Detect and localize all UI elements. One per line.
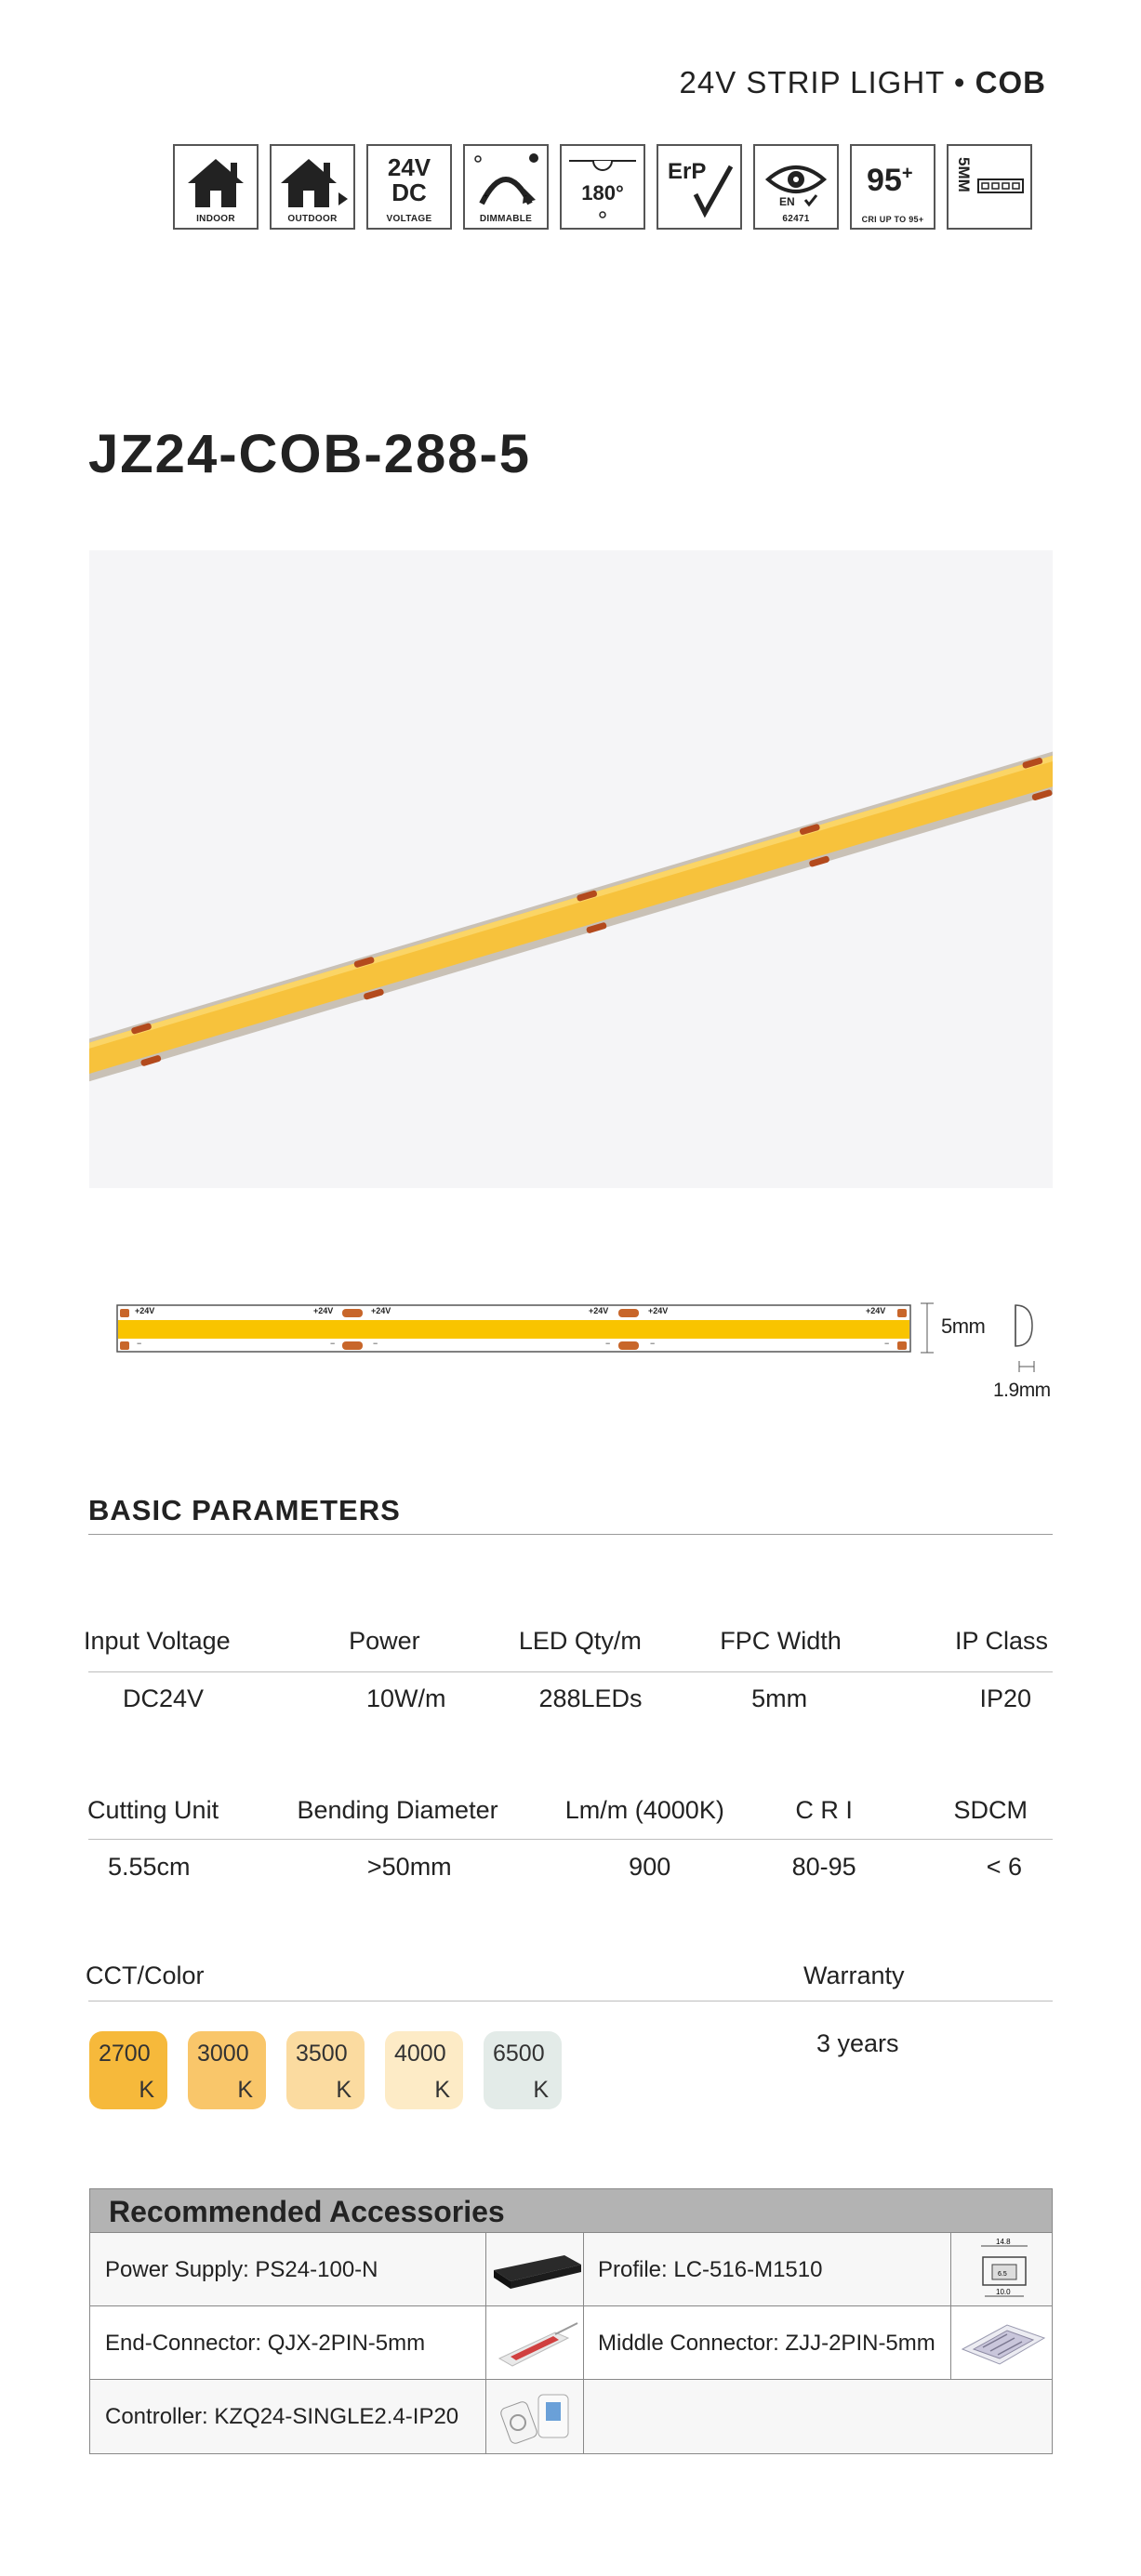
section-divider [88,1534,1053,1535]
accessories-table [89,2188,1053,2454]
param-value: < 6 [986,1853,1022,1881]
product-model-title: JZ24-COB-288-5 [88,424,532,484]
strip-label-minus: − [884,1339,890,1348]
profile-dim-top: 14.8 [996,2238,1011,2246]
params-row1-divider [88,1671,1053,1672]
feature-icon-row [173,144,1032,230]
strip-label-minus: − [605,1339,611,1348]
warranty-label: Warranty [803,1962,905,1989]
accessory-end-connector[interactable]: End-Connector: QJX-2PIN-5mm [105,2331,426,2356]
params-row1-values [84,1684,1055,1713]
warranty-value: 3 years [816,2029,899,2057]
cct-label: CCT/Color [86,1962,205,1989]
cct-swatch-list [89,2031,562,2109]
param-value: 288LEDs [538,1684,643,1712]
param-value: 5.55cm [108,1853,191,1881]
svg-text:-: - [524,192,527,200]
dimmable-icon: + - DIMMABLE [463,144,549,230]
strip-label-plus: +24V [866,1306,886,1315]
param-header: Power [349,1627,420,1655]
param-value: IP20 [979,1684,1032,1712]
strip-label-minus: − [330,1339,336,1348]
cct-swatch-3000[interactable]: 3000 K [188,2031,266,2109]
params-row2-divider [88,1839,1053,1840]
profile-dim-bottom: 10.0 [996,2288,1011,2296]
cct-swatch-2700[interactable]: 2700 K [89,2031,167,2109]
accessory-middle-connector[interactable]: Middle Connector: ZJJ-2PIN-5mm [598,2331,935,2356]
param-value: 5mm [751,1684,808,1712]
strip-label-plus: +24V [589,1306,609,1315]
thickness-dimension-label: 1.9mm [993,1380,1051,1401]
param-header: FPC Width [720,1627,842,1655]
middle-connector-image [955,2312,1052,2375]
accessories-heading: Recommended Accessories [90,2189,1052,2232]
strip-label-plus: +24V [371,1306,391,1315]
beam-angle-icon: 180° [560,144,645,230]
end-connector-image [490,2314,583,2373]
eye-safety-icon: EN 62471 [753,144,839,230]
cct-swatch-4000[interactable]: 4000 K [385,2031,463,2109]
param-value: DC24V [123,1684,205,1712]
param-header: Input Voltage [84,1627,231,1655]
param-value: 10W/m [365,1684,446,1712]
profile-dim-inner: 6.5 [998,2271,1007,2278]
width-dimension-label: 5mm [941,1314,986,1338]
accessory-row [90,2305,1052,2380]
strip-label-plus: +24V [648,1306,669,1315]
params-row1-headers [84,1627,1055,1656]
strip-label-minus: − [137,1339,142,1348]
cri-icon: 95+ CRI UP TO 95+ [850,144,935,230]
accessory-controller[interactable]: Controller: KZQ24-SINGLE2.4-IP20 [105,2404,459,2429]
width-dimension-line [919,1301,937,1355]
accessory-power-supply[interactable]: Power Supply: PS24-100-N [105,2257,378,2282]
param-header: Lm/m (4000K) [564,1796,724,1824]
controller-image [490,2387,583,2447]
params-row2-values [84,1853,1055,1882]
param-header: Bending Diameter [297,1796,498,1824]
accessory-row [90,2379,1052,2453]
power-supply-image [490,2242,583,2298]
param-header: Cutting Unit [87,1796,219,1824]
param-value: 80-95 [791,1853,856,1881]
strip-diagram [116,1304,911,1353]
led-strip-photo [89,550,1053,1188]
voltage-icon: 24V DC VOLTAGE [366,144,452,230]
width-icon: 5MM [947,144,1032,230]
strip-label-minus: − [373,1339,378,1348]
accessory-profile[interactable]: Profile: LC-516-M1510 [598,2257,823,2282]
param-header: IP Class [954,1627,1048,1655]
accessory-row [90,2232,1052,2306]
header-title: 24V STRIP LIGHT • COB [679,65,1046,99]
basic-parameters-heading: BASIC PARAMETERS [88,1494,401,1526]
strip-label-plus: +24V [135,1306,155,1315]
profile-dimension-drawing [1012,1301,1040,1376]
param-header: SDCM [953,1796,1028,1824]
param-value: >50mm [366,1853,452,1881]
strip-label-plus: +24V [313,1306,334,1315]
param-value: 900 [629,1853,671,1881]
outdoor-house-icon: OUTDOOR [270,144,355,230]
erp-icon: ErP [657,144,742,230]
params-row2-headers [84,1796,1055,1825]
profile-drawing-image [955,2237,1052,2304]
cct-swatch-6500[interactable]: 6500 K [484,2031,562,2109]
cct-swatch-3500[interactable]: 3500 K [286,2031,365,2109]
product-photo [89,550,1053,1188]
param-header: C R I [795,1796,853,1824]
svg-text:+: + [484,192,488,200]
strip-label-minus: − [650,1339,656,1348]
param-header: LED Qty/m [518,1627,642,1655]
indoor-house-icon: INDOOR [173,144,259,230]
